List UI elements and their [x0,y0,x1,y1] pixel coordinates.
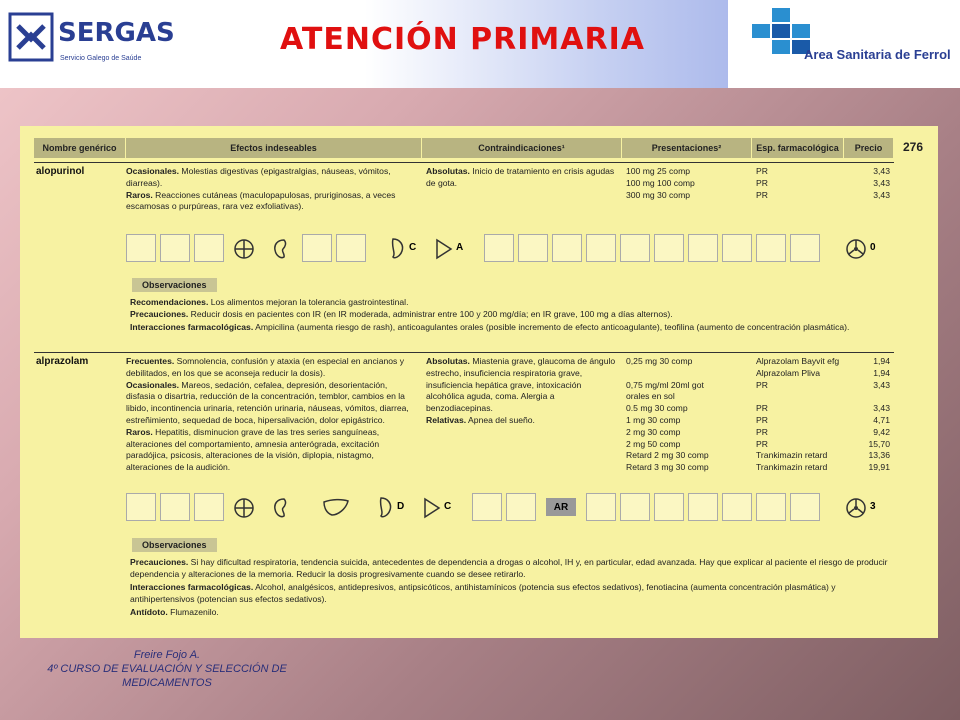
ar-badge: AR [546,498,576,516]
contra-item: Relativas. Apnea del sueño. [426,414,535,425]
price-item: 1,94 [873,367,890,378]
presentations-alopurinol [626,166,750,201]
drug-name-alprazolam: alprazolam [36,356,89,367]
price-item: 13,36 [868,450,890,461]
esp-item: Alprazolam Pliva [756,367,820,378]
lactation-category-letter: A [456,242,464,253]
effects-alopurinol [126,166,416,213]
dose-adjust-icon [232,496,256,520]
presentation-item: Retard 2 mg 30 comp [626,450,709,461]
presentation-item: 0.5 mg 30 comp [626,403,688,414]
obs-label-alopurinol: Observaciones [132,278,217,292]
ferrol-name: Area Sanitaria de Ferrol [804,47,951,62]
esp-item: PR [756,414,768,425]
col-header-contra: Contraindicaciones¹ [422,138,622,158]
contra-item: Absolutas. Inicio de tratamiento en crisis agudas de gota. [426,166,615,188]
sergas-name: SERGAS [58,18,175,48]
lactation-category-letter: C [444,501,452,512]
esp-item: Alprazolam Bayvit efg [756,356,840,366]
contra-alprazolam [426,356,616,427]
effects-alprazolam [126,356,416,474]
driving-icon [844,237,868,261]
footer-course: 4º CURSO DE EVALUACIÓN Y SELECCIÓN DE MEDICAMENTOS [47,663,287,689]
obs-item: Precauciones. Si hay dificultad respiratoria, tendencia suicida, antecedentes de dependencia a drogas o alcohol, IH y, en particular, edad avanzada. Hay que explicar al paciente el riesgo de producir dependencia y alteraciones de la memoria. Reducir la dosis progresivamente cuando se desee retirarlo. [130,557,888,580]
presentation-item: 2 mg 50 comp [626,438,681,449]
obs-item: Interacciones farmacológicas. Alcohol, analgésicos, antidepresivos, antipsicóticos, antihistamínicos (potencia sus efectos sedativos), fenotiacina (aumenta concentración plasmática) y antihipertensivos (potencian sus efectos sedativos). [130,581,836,605]
esp-item: Trankimazin retard [756,450,828,461]
page-number: 276 [903,140,924,154]
obs-label-alprazolam: Observaciones [132,538,217,552]
page-title: ATENCIÓN PRIMARIA [280,22,645,57]
col-header-esp: Esp. farmacológica [752,138,844,158]
row-divider [34,162,894,163]
effect-item: Ocasionales. Molestias digestivas (epigastralgias, náuseas, vómitos, diarreas). [126,166,391,188]
presentation-item: 100 mg 100 comp [626,177,695,188]
footer-author: Freire Fojo A. [133,649,201,661]
col-header-effects: Efectos indeseables [126,138,422,158]
col-header-price: Precio [844,138,894,158]
esp-item: PR [756,166,768,176]
contra-item: Absolutas. Miastenia grave, glaucoma de ángulo estrecho, insuficiencia respiratoria grave, insuficiencia hepática grave, intoxicación alcohólica aguda, coma. Alergia a benzodiacepinas. [426,356,616,414]
presentation-item: 0,25 mg 30 comp [626,356,693,366]
price-item: 15,70 [868,438,890,449]
presentation-item: 0,75 mg/ml 20ml got [626,379,704,390]
lactation-category-icon [434,237,454,261]
footer-credit [12,648,322,690]
ferrol-logo-icon [752,8,812,68]
esp-item: PR [756,379,768,390]
esp-item: Trankimazin retard [756,462,828,473]
presentation-item: 2 mg 30 comp [626,426,681,437]
lactation-category-icon [422,496,442,520]
col-header-presentations: Presentaciones² [622,138,752,158]
dose-adjust-icon [232,237,256,261]
esp-alopurinol [756,166,842,201]
presentation-item: 300 mg 30 comp [626,189,691,200]
obs-item: Interacciones farmacológicas. Ampicilina (aumenta riesgo de rash), anticoagulantes orales (posible incremento de efecto anticoagulante), teofilina (aumento de concentración plasmática). [130,321,850,332]
presentation-item: 100 mg 25 comp [626,166,691,176]
esp-alprazolam [756,356,846,474]
contra-alopurinol [426,166,616,190]
presentation-item [626,368,750,380]
drug-monograph-page [20,126,938,638]
driving-level: 3 [870,501,876,512]
effect-item: Raros. Reacciones cutáneas (maculopapulosas, pruriginosas, a veces escamosas o purpúreas, rara vez exfoliativas). [126,189,396,212]
pregnancy-category-letter: C [409,242,417,253]
presentation-item: Retard 3 mg 30 comp [626,462,709,473]
esp-item: PR [756,177,768,188]
esp-item [756,391,846,403]
price-item: 3,43 [873,403,890,414]
presentation-item: 1 mg 30 comp [626,414,681,425]
sergas-subtitle: Servicio Galego de Saúde [60,55,142,62]
price-item: 3,43 [873,166,890,176]
prices-alopurinol [846,166,890,201]
presentations-alprazolam [626,356,750,474]
esp-item: PR [756,438,768,449]
row-divider [34,352,894,353]
icon-row-alopurinol [126,234,894,264]
pregnancy-category-letter: D [397,501,405,512]
effect-item: Ocasionales. Mareos, sedación, cefalea, depresión, desorientación, disfasia o disartria, reducción de la concentración, temblor, cambios en la libido, incontinencia urinaria, retención urinaria, náuseas, vómitos, diarrea, estreñimiento, sequedad de boca, hipersalivación, dolor epigástrico. [126,379,409,425]
price-item: 3,43 [873,177,890,188]
kidney-icon [271,496,291,520]
kidney-icon [271,237,291,261]
obs-item: Antídoto. Flumazenilo. [130,606,219,617]
price-item: 1,94 [873,356,890,366]
obs-item: Precauciones. Reducir dosis en pacientes con IR (en IR moderada, administrar entre 100 y 200 mg/día; en IR grave, 100 mg a días alternos). [130,309,673,320]
observations-alopurinol [130,296,892,333]
price-item: 3,43 [873,379,890,390]
esp-item: PR [756,426,768,437]
price-item: 9,42 [873,426,890,437]
observations-alprazolam [130,556,892,618]
price-item: 4,71 [873,414,890,425]
esp-item: PR [756,403,768,414]
effect-item: Raros. Hepatitis, disminucion grave de las tres series sanguíneas, alteraciones del comportamiento, amnesia anterógrada, excitación paradójica, psicosis, alteraciones de la visión, diplopia, nistagmo, alteraciones de la audición. [126,426,380,473]
pregnancy-category-icon [388,237,408,261]
driving-icon [844,496,868,520]
price-item: 3,43 [873,189,890,200]
esp-item: PR [756,189,768,200]
icon-row-alprazolam [126,493,894,523]
prices-alprazolam [848,356,890,474]
drug-name-alopurinol: alopurinol [36,166,85,177]
liver-icon [322,497,350,519]
col-header-name: Nombre genérico [34,138,126,158]
presentation-item: orales en sol [626,391,675,402]
price-item [848,391,890,403]
pregnancy-category-icon [376,496,396,520]
price-item: 19,91 [868,462,890,473]
driving-level: 0 [870,242,876,253]
effect-item: Frecuentes. Somnolencia, confusión y ataxia (en especial en ancianos y debilitados, en los que se aconseja reducir la dosis). [126,356,405,378]
obs-item: Recomendaciones. Los alimentos mejoran la tolerancia gastrointestinal. [130,297,409,307]
